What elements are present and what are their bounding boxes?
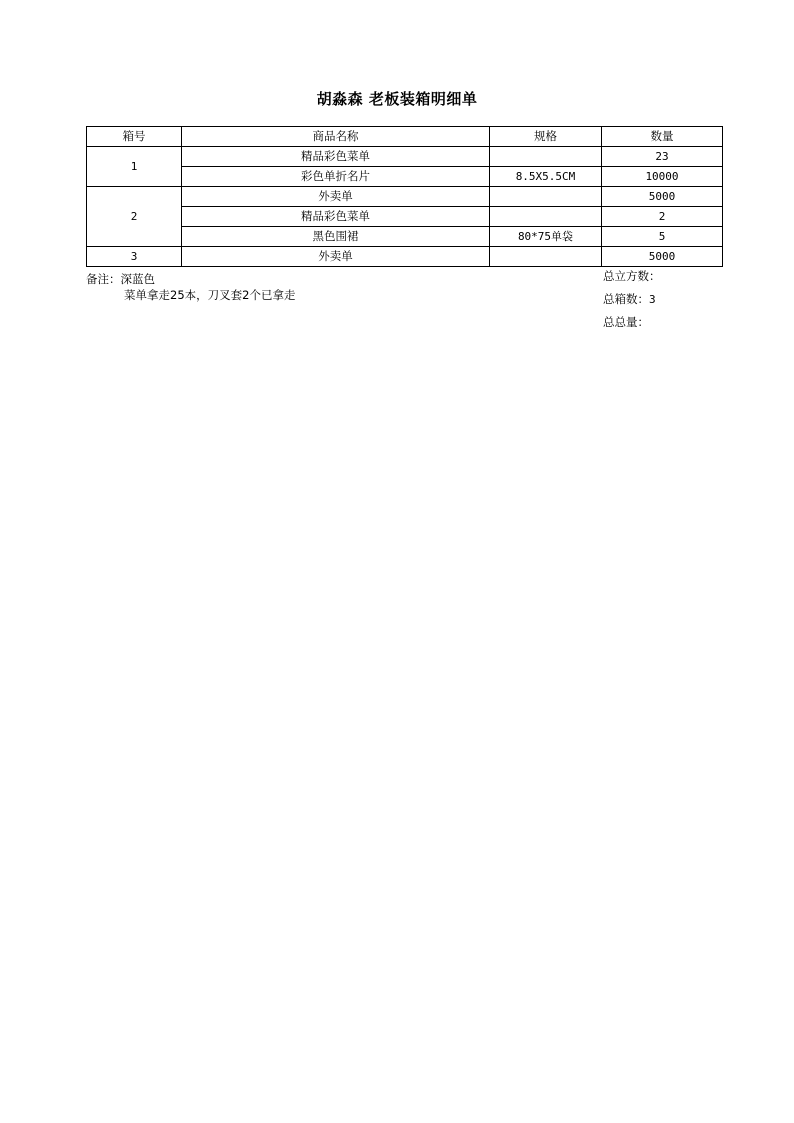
spec-cell: 80*75单袋 xyxy=(490,227,602,247)
spec-cell xyxy=(490,207,602,227)
box-number-cell: 1 xyxy=(87,147,182,187)
notes-line-1 xyxy=(86,271,295,287)
header-box-no: 箱号 xyxy=(87,127,182,147)
table-row xyxy=(87,207,723,227)
page-title: 胡淼森 老板装箱明细单 xyxy=(316,90,478,108)
table-row xyxy=(87,187,723,207)
table-row xyxy=(87,167,723,187)
product-name-cell: 精品彩色菜单 xyxy=(182,147,490,167)
table-row xyxy=(87,227,723,247)
total-volume-label: 总立方数： xyxy=(603,269,661,283)
notes-text-2: 菜单拿走25本，刀叉套2个已拿走 xyxy=(124,288,296,302)
box-number-cell: 3 xyxy=(87,247,182,267)
total-volume xyxy=(603,268,661,291)
quantity-cell: 23 xyxy=(602,147,723,167)
product-name-cell: 黑色围裙 xyxy=(182,227,490,247)
table-header-row xyxy=(87,127,723,147)
spec-cell: 8.5X5.5CM xyxy=(490,167,602,187)
spec-cell xyxy=(490,187,602,207)
total-quantity-label: 总总量： xyxy=(603,315,649,329)
spec-cell xyxy=(490,247,602,267)
totals-section xyxy=(603,268,661,337)
packing-list-table xyxy=(86,126,723,267)
table-row xyxy=(87,147,723,167)
total-boxes xyxy=(603,291,661,314)
notes-text-1: 深蓝色 xyxy=(120,272,155,286)
header-quantity: 数量 xyxy=(602,127,723,147)
box-number-cell: 2 xyxy=(87,187,182,247)
quantity-cell: 5000 xyxy=(602,187,723,207)
quantity-cell: 5 xyxy=(602,227,723,247)
table-row xyxy=(87,247,723,267)
spec-cell xyxy=(490,147,602,167)
product-name-cell: 彩色单折名片 xyxy=(182,167,490,187)
total-boxes-value: 3 xyxy=(649,293,656,306)
product-name-cell: 精品彩色菜单 xyxy=(182,207,490,227)
quantity-cell: 5000 xyxy=(602,247,723,267)
notes-section xyxy=(86,271,295,303)
quantity-cell: 2 xyxy=(602,207,723,227)
notes-label: 备注： xyxy=(86,272,121,286)
total-quantity xyxy=(603,314,661,337)
quantity-cell: 10000 xyxy=(602,167,723,187)
total-boxes-label: 总箱数： xyxy=(603,292,649,306)
product-name-cell: 外卖单 xyxy=(182,247,490,267)
header-product-name: 商品名称 xyxy=(182,127,490,147)
header-spec: 规格 xyxy=(490,127,602,147)
product-name-cell: 外卖单 xyxy=(182,187,490,207)
